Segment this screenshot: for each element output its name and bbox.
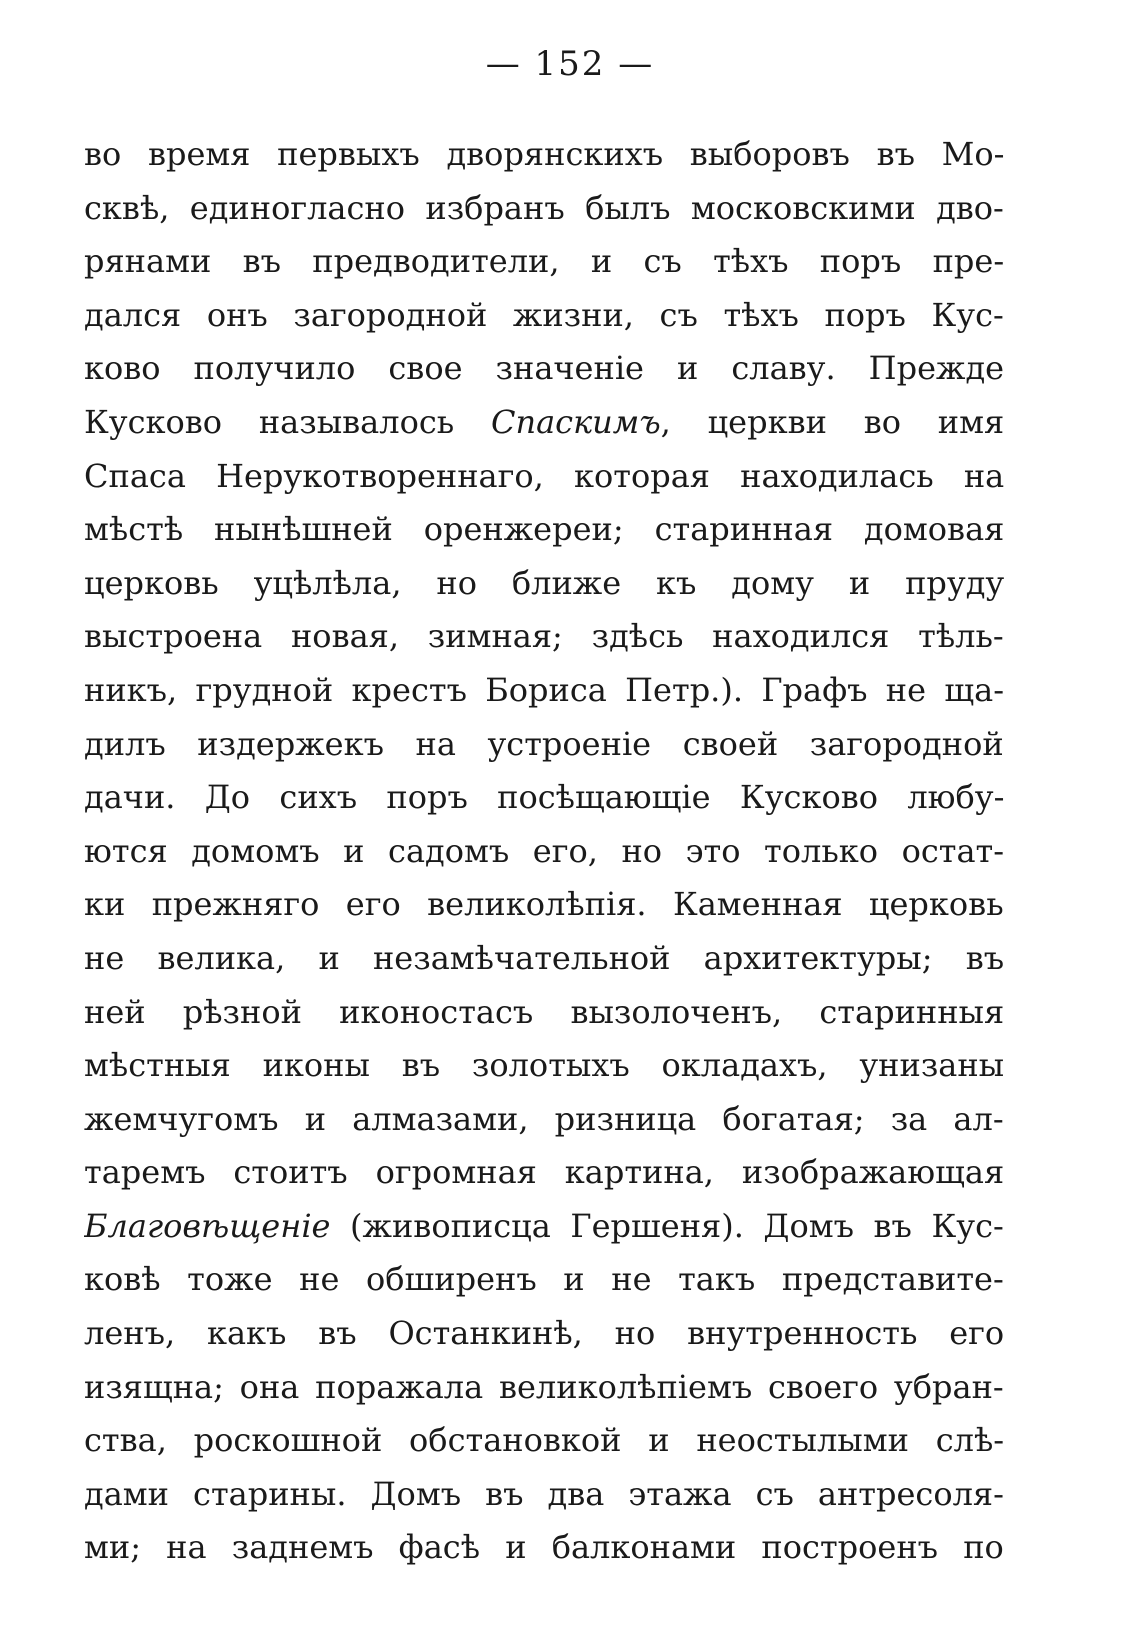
text-line: дами старины. Домъ въ два этажа съ антресоля- — [84, 1474, 1004, 1513]
text-line: дилъ издержекъ на устроеніе своей загородной — [84, 724, 1004, 763]
text-body — [84, 128, 1004, 1575]
text-line: ково получило свое значеніе и славу. Прежде — [84, 349, 1004, 388]
text-line: Спаса Нерукотвореннаго, которая находилась на — [84, 456, 1004, 495]
text-line: Благовѣщеніе (живописца Гершеня). Домъ въ Кус- — [84, 1206, 1004, 1245]
text-line: сквѣ, единогласно избранъ былъ московскими дво- — [84, 188, 1004, 227]
text-line: ми; на заднемъ фасѣ и балконами построенъ по — [84, 1528, 1004, 1567]
text-line: рянами въ предводители, и съ тѣхъ поръ пре- — [84, 242, 1004, 281]
text-line: ки прежняго его великолѣпія. Каменная церковь — [84, 885, 1004, 924]
text-line: мѣстныя иконы въ золотыхъ окладахъ, унизаны — [84, 1046, 1004, 1085]
text-line: ковѣ тоже не обширенъ и не такъ представите- — [84, 1260, 1004, 1299]
text-line: мѣстѣ нынѣшней оренжереи; старинная домовая — [84, 510, 1004, 549]
italic-term: Спаскимъ — [490, 402, 661, 441]
text-line: ленъ, какъ въ Останкинѣ, но внутренность его — [84, 1314, 1004, 1353]
text-line: во время первыхъ дворянскихъ выборовъ въ Мо- — [84, 135, 1004, 173]
text-line: Кусково называлось Спаскимъ, церкви во имя — [84, 402, 1004, 441]
text-line: ней рѣзной иконостасъ вызолоченъ, старинныя — [84, 992, 1004, 1031]
italic-term: Благовѣщеніе — [84, 1206, 331, 1245]
text-line: церковь уцѣлѣла, но ближе къ дому и пруду — [84, 563, 1004, 602]
text-line: жемчугомъ и алмазами, ризница богатая; за ал- — [84, 1099, 1004, 1138]
text-line: дался онъ загородной жизни, съ тѣхъ поръ Кус- — [84, 295, 1004, 334]
text-line: изящна; она поражала великолѣпіемъ своего убран- — [84, 1367, 1004, 1406]
text-line: дачи. До сихъ поръ посѣщающіе Кусково любу- — [84, 778, 1004, 817]
text-line: не велика, и незамѣчательной архитектуры; въ — [84, 938, 1004, 977]
text-line: таремъ стоитъ огромная картина, изображающая — [84, 1153, 1004, 1192]
page-number: — 152 — — [485, 44, 655, 84]
text-line: выстроена новая, зимная; здѣсь находился тѣль- — [84, 617, 1004, 656]
text-line: никъ, грудной крестъ Бориса Петр.). Графъ не ща- — [84, 670, 1004, 709]
text-line: ства, роскошной обстановкой и неостылыми слѣ- — [84, 1421, 1004, 1460]
text-line: ются домомъ и садомъ его, но это только остат- — [84, 831, 1004, 870]
